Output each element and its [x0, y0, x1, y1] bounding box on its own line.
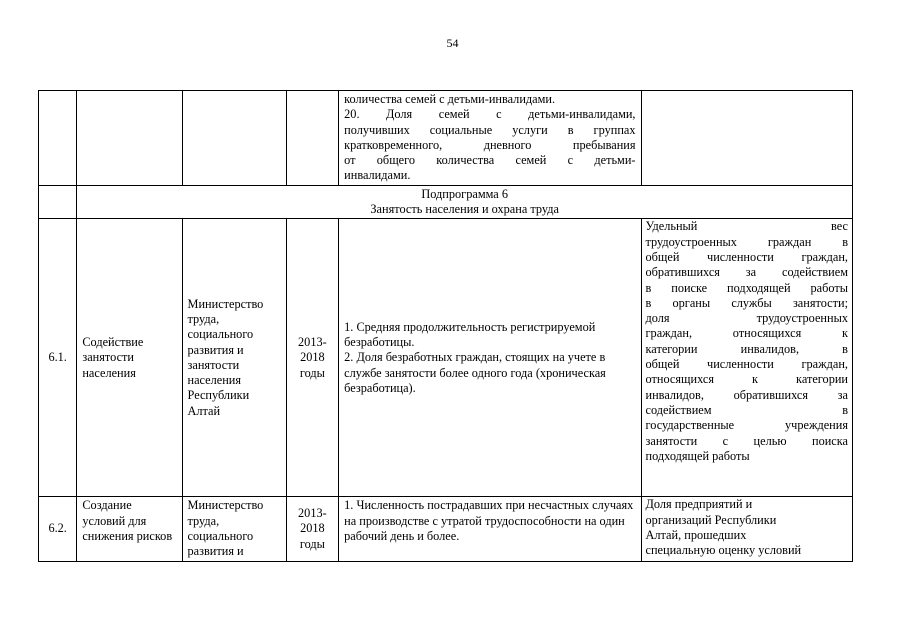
subprogram-header: [77, 185, 853, 219]
text-line: доля трудоустроенных: [645, 311, 848, 326]
cell-empty: [77, 91, 182, 186]
text-line: общей численности граждан,: [645, 357, 848, 372]
cell-target-indicators: [641, 497, 852, 561]
cell-target-indicators: [641, 219, 852, 497]
table-row: [39, 497, 853, 561]
subprogram-subtitle: Занятость населения и охрана труда: [370, 202, 559, 217]
subprogram-header-row: [39, 185, 853, 219]
cell-responsible: Министерство труда, социального развития и занятости населения Республики Алтай: [182, 219, 286, 497]
cell-measure-name: Создание условий для снижения рисков: [77, 497, 182, 561]
text-line: организаций Республики: [645, 512, 777, 527]
cell-period: 2013-2018 годы: [286, 497, 339, 561]
cell-number: 6.2.: [39, 497, 77, 561]
text-line: содействием в: [645, 402, 848, 417]
cell-responsible: Министерство труда, социального развития и: [182, 497, 286, 561]
text-line: граждан, относящихся к: [645, 326, 848, 341]
text-line: кратковременного, дневного пребывания: [344, 137, 636, 152]
cell-empty: [39, 91, 77, 186]
text-line: Удельный вес: [645, 219, 848, 234]
text-line: в органы службы занятости;: [645, 295, 848, 310]
text-line: Алтай, прошедших: [645, 527, 747, 542]
text-line: Доля предприятий и: [645, 497, 753, 512]
text-line: получивших социальные услуги в группах: [344, 122, 636, 137]
cell-indicators: 1. Средняя продолжительность регистрируемой безработицы. 2. Доля безработных граждан, стоящих на учете в службе занятости более одного года (хроническая безработица).: [339, 219, 641, 497]
cell-number: 6.1.: [39, 219, 77, 497]
cell-indicators-continuation: [339, 91, 641, 186]
cell-empty: [641, 91, 852, 186]
text-line: общей численности граждан,: [645, 249, 848, 264]
text-line: обратившихся за содействием: [645, 265, 848, 280]
text-line: государственные учреждения: [645, 418, 848, 433]
text-line: количества семей с детьми-инвалидами.: [344, 92, 556, 106]
subprogram-title: Подпрограмма 6: [421, 186, 508, 201]
text-line: занятости с целью поиска: [645, 433, 848, 448]
text-line: специальную оценку условий: [645, 543, 802, 558]
cell-empty: [39, 185, 77, 219]
text-line: инвалидами.: [344, 168, 411, 183]
text-line: относящихся к категории: [645, 372, 848, 387]
page-number: 54: [446, 36, 459, 50]
text-line: инвалидов, обратившихся за: [645, 387, 848, 402]
cell-measure-name: Содействие занятости населения: [77, 219, 182, 497]
table-row: [39, 219, 853, 497]
cell-empty: [286, 91, 339, 186]
text-line: категории инвалидов, в: [645, 341, 848, 356]
text-line: от общего количества семей с детьми-: [344, 153, 636, 168]
text-line: подходящей работы: [645, 448, 750, 463]
cell-period: 2013-2018 годы: [286, 219, 339, 497]
program-table: [38, 90, 853, 562]
cell-indicators: 1. Численность пострадавших при несчастных случаях на производстве с утратой трудоспособности на один рабочий день и более.: [339, 497, 641, 561]
text-line: трудоустроенных граждан в: [645, 234, 848, 249]
table-row-continuation: [39, 91, 853, 186]
text-line: в поиске подходящей работы: [645, 280, 848, 295]
text-line: 20. Доля семей с детьми-инвалидами,: [344, 107, 636, 122]
cell-empty: [182, 91, 286, 186]
